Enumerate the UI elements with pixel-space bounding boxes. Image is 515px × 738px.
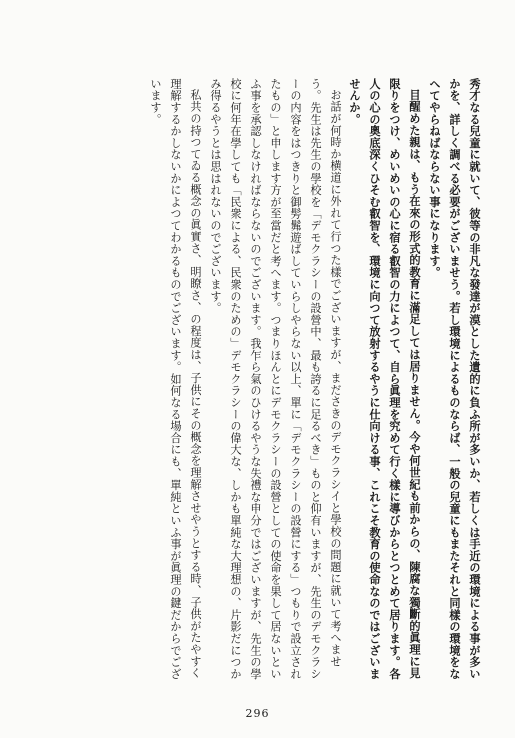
vertical-text-block xyxy=(15,78,485,688)
paragraph-2: 目醒めた親は、もう在來の形式的教育に滿足しては居りません。今や何世紀も前からの、陳腐な獨斷的眞理に見限りをつけ、めいめいの心に宿る叡智の力によつて、自ら眞理を究めて行く樣に導びからとつとめて居ります。各人の心の奧底深くひそむ叡智を、環境に向つて放射するやうに仕向ける事、これこそ教育の使命なのではございませんか。 xyxy=(348,78,422,680)
paragraph-4: 私共の持つてゐる概念の眞實さ、明瞭さ、の程度は、子供にその概念を理解させやうとする時、子供がたやすく理解するかしないかによつてわかるものでございます。如何なる場合にも、單純といふ事が眞理の鍵だからでございます。 xyxy=(149,78,202,680)
paragraph-1: 秀才なる兒童に就いて、彼等の非凡な發達が漠とした遺的に負ふ所が多いか、若しくは手近の環境による事が多いかを、詳しく調べる必要がございませう。若し環境によるものならば、一般の兒童にもまたそれと同樣の環境をなへてやらねばならない事になります。 xyxy=(428,78,482,680)
page-number: 296 xyxy=(245,707,270,720)
paragraph-3: お話が何時か横道に外れて行つた樣でございますが、まださきのデモクラシイと學校の問題に就いて考へませう。先生は先生の學校を「デモクラシーの設營中、最も誇るに足るべき」ものと仰有いますが、先生のデモクラシーの内容をはつきりと御髣髴遊ばしていらしやらない以上、單に「デモクラシーの設營にする」つもりで設立されたもの」と申します方が至當だと考へます。つまりほんとにデモクラシーの設營としての使命を果して居ないといふ事を承認しなければならないのでございます。我乍ら氣のひけるやうな失禮な申分ではございますが、先生の學校に何年在學しても「民衆による、民衆のための」デモクラシーの偉大な、しかも單純な大理想の、片影だにつかみ得るやうとは思はれないのでございます。 xyxy=(209,78,342,680)
